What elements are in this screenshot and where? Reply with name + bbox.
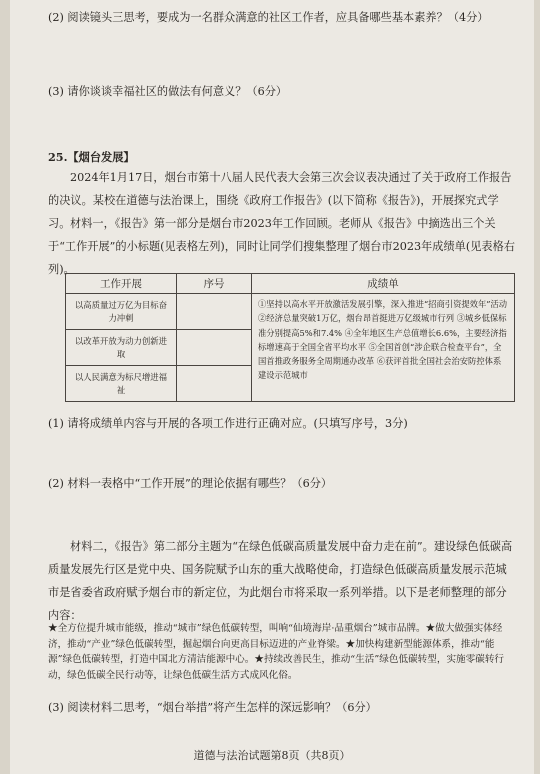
question-25-3: (3) 阅读材料二思考，“烟台举措”将产生怎样的深远影响？（6分） xyxy=(48,701,377,714)
work-item: 以人民满意为标尺增进福祉 xyxy=(66,366,177,402)
table-row xyxy=(66,294,515,330)
material-1-paragraph: 材料一，《报告》第一部分是烟台市2023年工作回顾。老师从《报告》中摘选出三个关于“工作开展”的小标题(见表格左列)，同时让同学们搜集整理了烟台市2023年成绩单(见表格右列)。 xyxy=(48,217,515,276)
question-2: (2) 阅读镜头三思考，要成为一名群众满意的社区工作者，应具备哪些基本素养？（4分） xyxy=(48,11,489,24)
page-footer: 道德与法治试题第8页（共8页） xyxy=(193,749,351,762)
question-25-2: (2) 材料一表格中“工作开展”的理论依据有哪些？（6分） xyxy=(48,477,333,490)
score-cell: ①坚持以高水平开放激活发展引擎，深入推进“招商引资提效年”活动 ②经济总量突破1万亿，烟台昂首挺进万亿级城市行列 ③城乡低保标准分别提高5%和7.4% ④全年地区生产总值增长6.6%，主要经济指标增速高于全国全省平均水平 ⑤全国首创“涉企联合检查平台”，全国首推政务服务全周期通办改革 ⑥获评首批全国社会治安防控体系建设示范城市 xyxy=(252,294,515,402)
table-header: 成绩单 xyxy=(252,274,515,294)
score-table xyxy=(65,273,515,402)
question-number: 25. xyxy=(48,150,68,164)
question-25-1: (1) 请将成绩单内容与开展的各项工作进行正确对应。(只填写序号，3分) xyxy=(48,417,408,430)
number-cell xyxy=(177,294,252,330)
material-2-paragraph: 材料二，《报告》第二部分主题为“在绿色低碳高质量发展中奋力走在前”。建设绿色低碳高质量发展先行区是党中央、国务院赋予山东的重大战略使命，打造绿色低碳高质量发展示范城市是省委省政府赋予烟台市的新定位，为此烟台市将采取一系列举措。以下是老师整理的部分内容： xyxy=(48,540,513,622)
intro-paragraph: 2024年1月17日，烟台市第十八届人民代表大会第三次会议表决通过了关于政府工作报告的决议。某校在道德与法治课上，围绕《政府工作报告》(以下简称《报告》)，开展探究式学习。 xyxy=(48,171,512,230)
table-header-row xyxy=(66,274,515,294)
exam-page xyxy=(10,0,534,774)
work-item: 以改革开放为动力创新进取 xyxy=(66,330,177,366)
number-cell xyxy=(177,330,252,366)
work-item: 以高质量过万亿为目标奋力冲刺 xyxy=(66,294,177,330)
table-header: 工作开展 xyxy=(66,274,177,294)
table-header: 序号 xyxy=(177,274,252,294)
measures-list: ★全方位提升城市能级，推动“城市”绿色低碳转型，叫响“仙境海岸·品重烟台”城市品牌。★做大做强实体经济，推动“产业”绿色低碳转型，掘起烟台向更高目标迈进的产业脊梁。★加快构建新型能源体系，推动“能源”绿色低碳转型，打造中国北方清洁能源中心。★持续改善民生，推动“生活”绿色低碳转型，实施零碳转行动，绿色低碳全民行动等，让绿色低碳生活方式成风化俗。 xyxy=(48,623,505,681)
question-topic: 【烟台发展】 xyxy=(67,150,135,164)
question-3: (3) 请你谈谈幸福社区的做法有何意义？（6分） xyxy=(48,85,288,98)
question-25-heading xyxy=(48,150,135,165)
number-cell xyxy=(177,366,252,402)
